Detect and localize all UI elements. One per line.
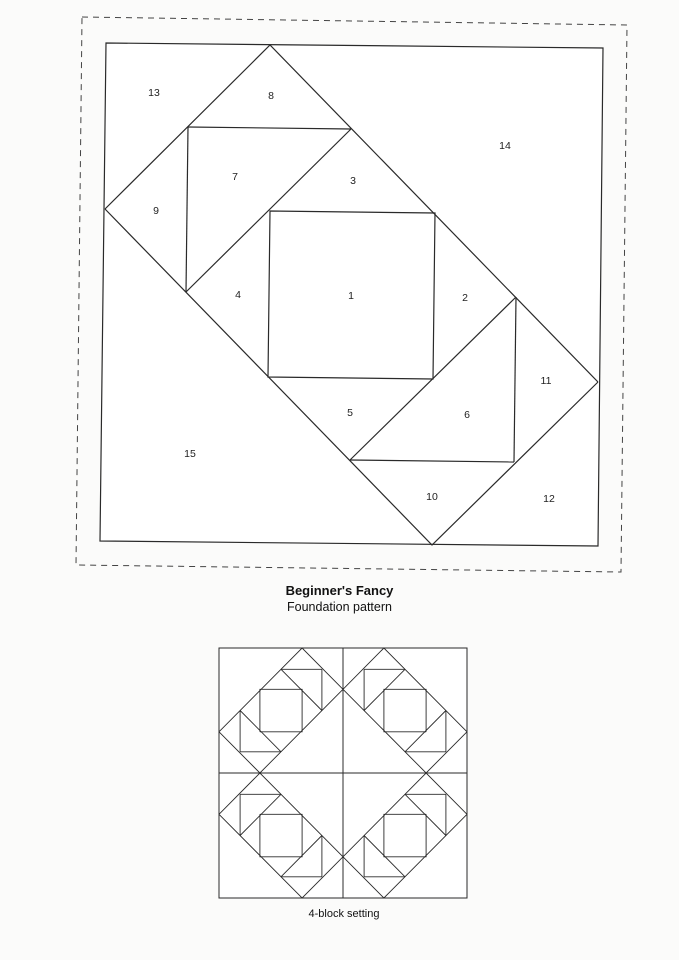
piece-number-4: 4 [235,289,241,301]
piece-number-15: 15 [184,448,196,460]
piece-number-14: 14 [499,140,511,152]
piece-number-3: 3 [350,175,356,187]
setting-caption: 4-block setting [308,908,380,920]
piece-number-11: 11 [540,375,552,387]
piece-number-2: 2 [462,292,468,304]
pattern-subtitle: Foundation pattern [287,600,392,614]
piece-number-1: 1 [348,290,354,302]
piece-number-12: 12 [543,493,555,505]
piece-number-9: 9 [153,205,159,217]
piece-number-8: 8 [268,90,274,102]
piece-number-13: 13 [148,87,160,99]
piece-number-6: 6 [464,409,470,421]
pattern-title: Beginner's Fancy [285,583,394,598]
piece-number-7: 7 [232,171,238,183]
piece-number-5: 5 [347,407,353,419]
piece-number-10: 10 [426,491,438,503]
